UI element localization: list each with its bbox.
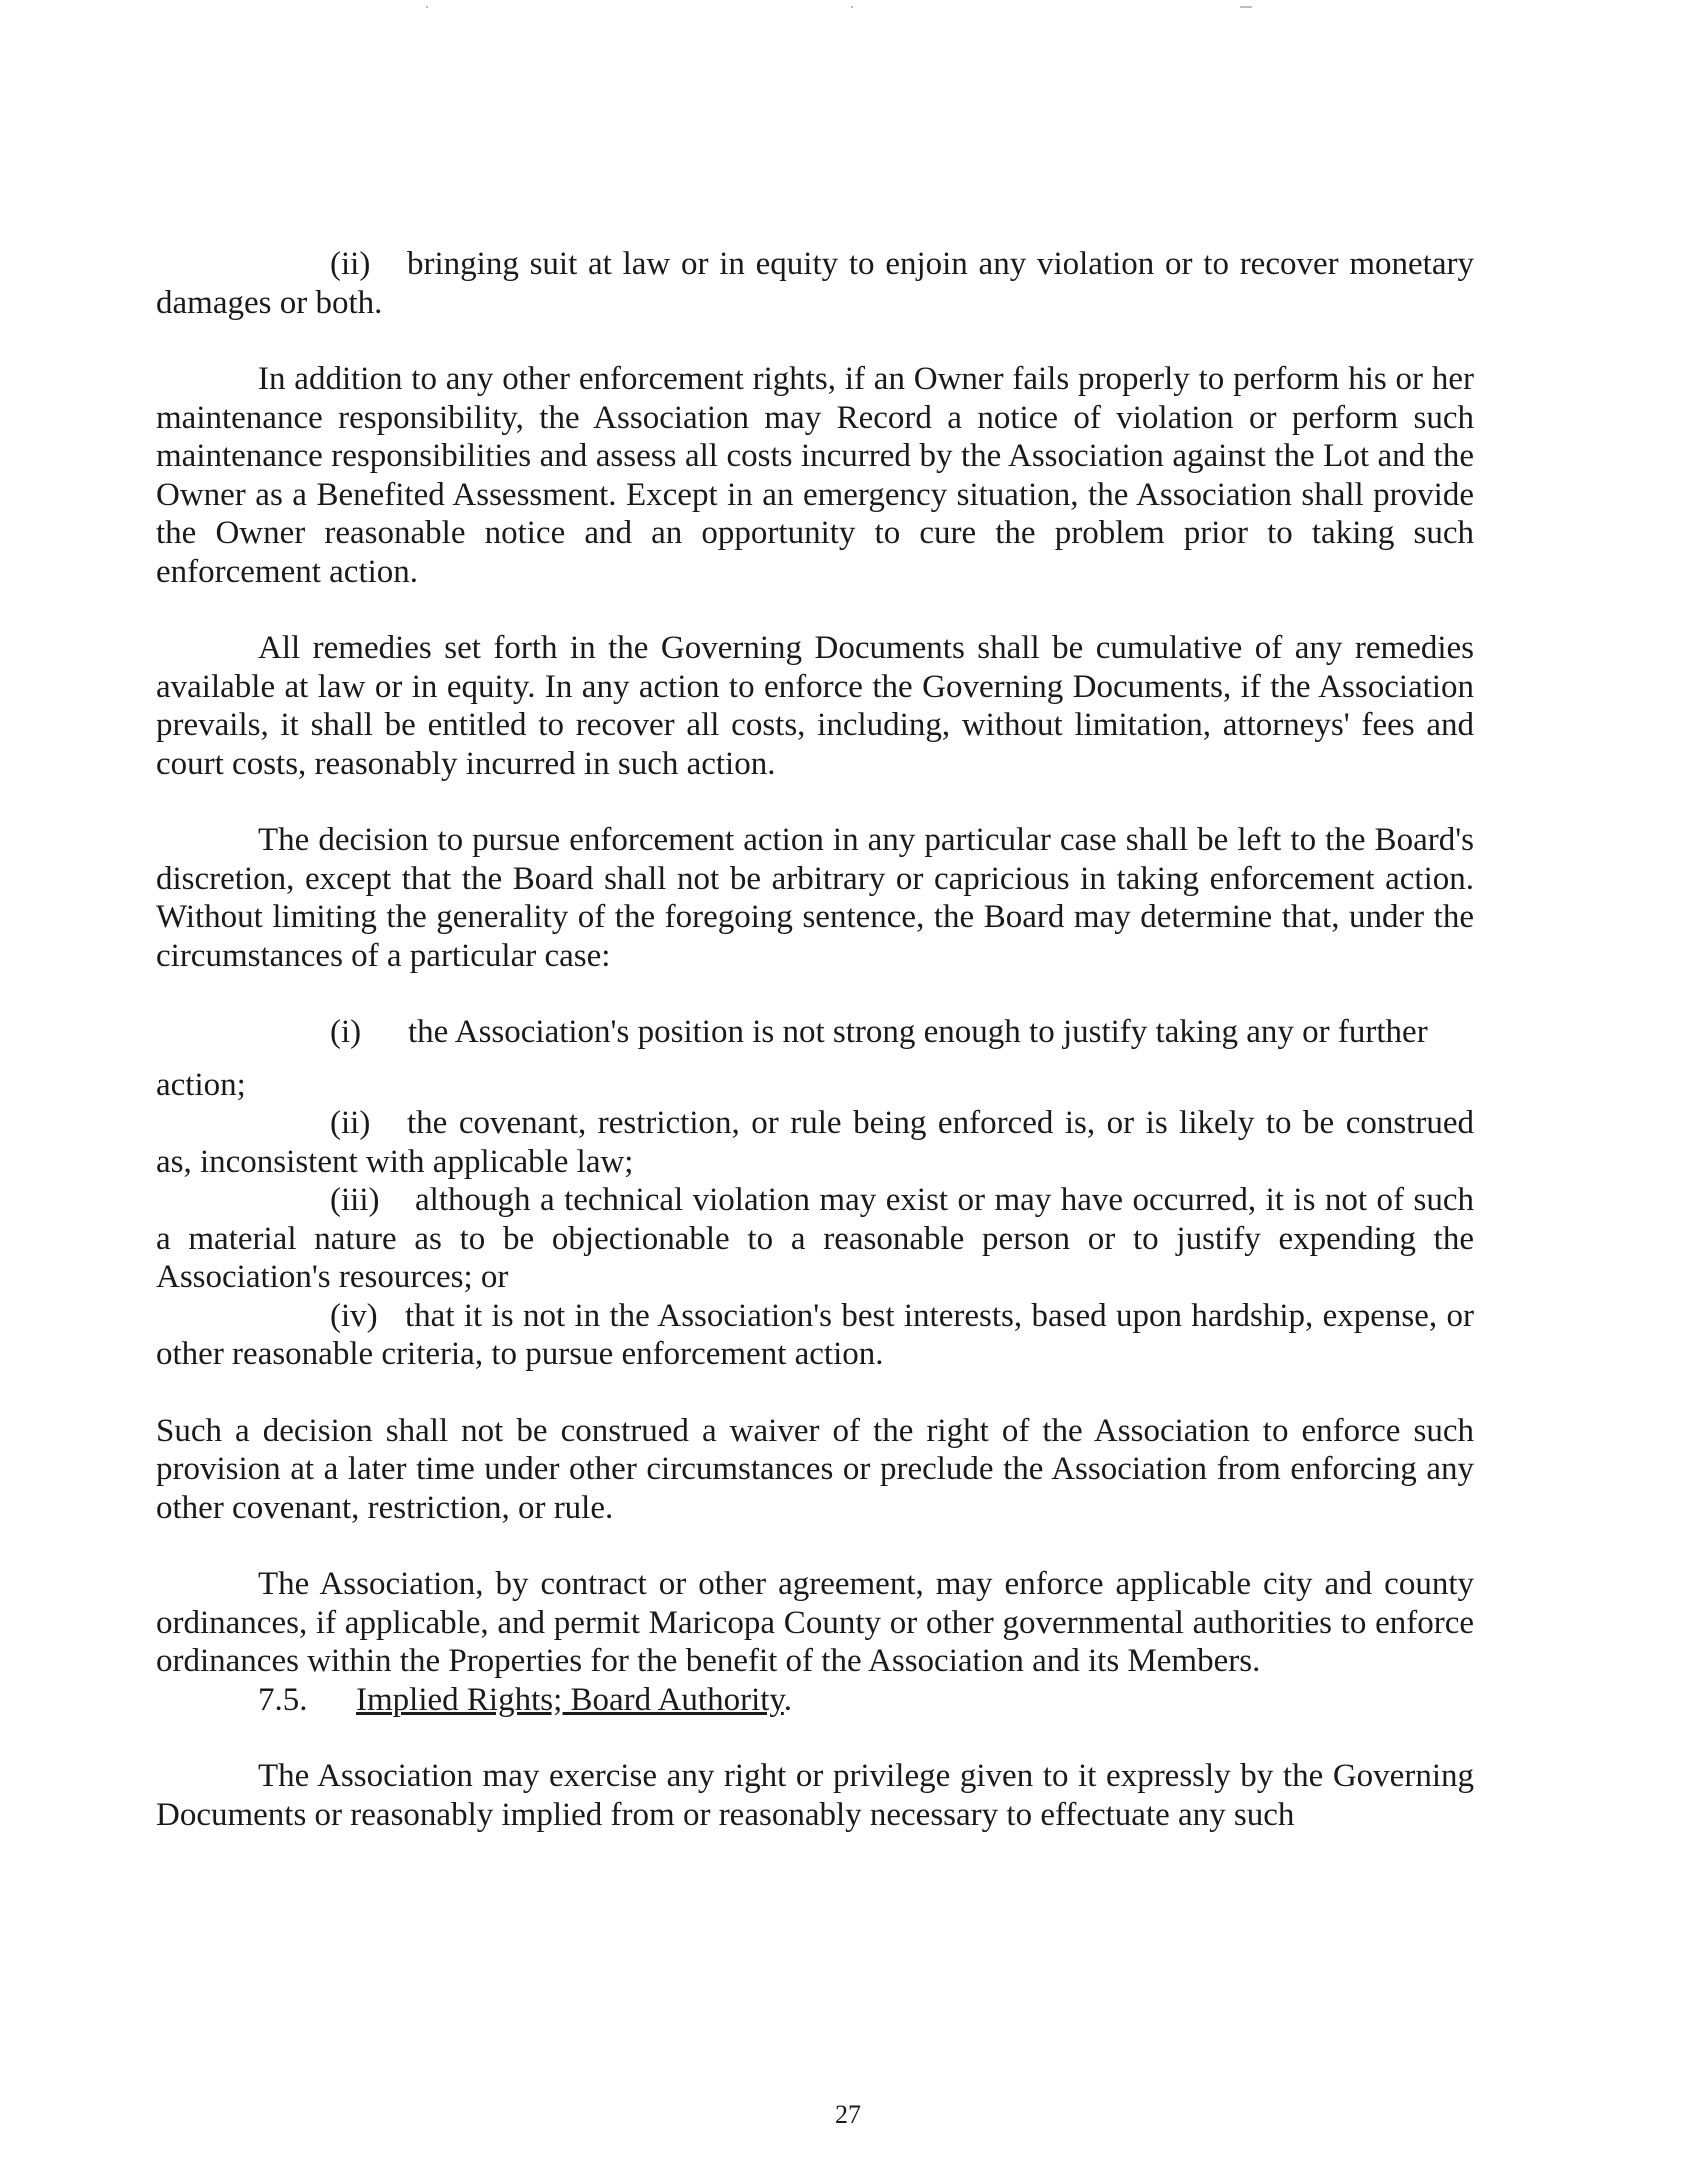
subitem-ii bbox=[156, 1104, 1474, 1181]
subitem-marker: (iii) bbox=[330, 1182, 380, 1218]
document-page bbox=[156, 245, 1474, 1834]
scan-speck bbox=[851, 6, 853, 8]
section-number: 7.5. bbox=[258, 1681, 308, 1718]
paragraph-ordinances: The Association, by contract or other agreement, may enforce applicable city and county ordinances, if applicable, and permit Maricopa County or other governmental authorities to enforce ordinances within the Properties for the benefit of the Association and its Members. bbox=[156, 1566, 1474, 1679]
section-title: Implied Rights; Board Authority bbox=[356, 1681, 784, 1718]
paragraph-remedies: All remedies set forth in the Governing Documents shall be cumulative of any remedies available at law or in equity. In any action to enforce the Governing Documents, if the Association prevails, it shall be entitled to recover all costs, including, without limitation, attorneys' fees and court costs, reasonably incurred in such action. bbox=[156, 630, 1474, 782]
scan-speck bbox=[1240, 6, 1252, 8]
subitem-iii bbox=[156, 1181, 1474, 1297]
subitem-text: the Association's position is not strong enough to justify taking any or further bbox=[408, 1014, 1428, 1050]
subitem-text: that it is not in the Association's best interests, based upon hardship, expense, or other reasonable criteria, to pursue enforcement action. bbox=[156, 1297, 1474, 1372]
page-number: 27 bbox=[835, 2100, 861, 2129]
scan-speck bbox=[426, 6, 428, 8]
subitem-ii-enjoin bbox=[156, 245, 1474, 322]
section-title-period: . bbox=[783, 1681, 793, 1718]
subitem-marker: (iv) bbox=[330, 1297, 378, 1334]
subitem-marker: (ii) bbox=[330, 1105, 371, 1141]
paragraph-implied-rights: The Association may exercise any right or privilege given to it expressly by the Governing Documents or reasonably implied from or reasonably necessary to effectuate any such bbox=[156, 1758, 1474, 1833]
section-heading-7-5 bbox=[156, 1681, 1474, 1720]
subitem-text: although a technical violation may exist or may have occurred, it is not of such a material nature as to be objectionable to a reasonable person or to justify expending the Association's resources; or bbox=[156, 1182, 1474, 1295]
paragraph-enforcement-rights: In addition to any other enforcement rights, if an Owner fails properly to perform his or her maintenance responsibility, the Association may Record a notice of violation or perform such maintenance responsibilities and assess all costs incurred by the Association against the Lot and the Owner as a Benefited Assessment. Except in an emergency situation, the Association shall provide the Owner reasonable notice and an opportunity to cure the problem prior to taking such enforcement action. bbox=[156, 361, 1474, 590]
subitem-continuation: action; bbox=[156, 1066, 246, 1103]
paragraph-decision: The decision to pursue enforcement action in any particular case shall be left to the Board's discretion, except that the Board shall not be arbitrary or capricious in taking enforcement action. Without limiting the generality of the foregoing sentence, the Board may determine that, under the circumstances of a particular case: bbox=[156, 822, 1474, 974]
subitem-marker: (i) bbox=[330, 1014, 362, 1050]
subitem-text: bringing suit at law or in equity to enjoin any violation or to recover monetary damages or both. bbox=[156, 246, 1474, 321]
subitem-iv bbox=[156, 1297, 1474, 1374]
subitem-marker: (ii) bbox=[330, 246, 371, 282]
subitem-i bbox=[156, 1013, 1474, 1104]
paragraph-waiver: Such a decision shall not be construed a waiver of the right of the Association to enforce such provision at a later time under other circumstances or preclude the Association from enforcing any other covenant, restriction, or rule. bbox=[156, 1412, 1474, 1526]
subitem-text: the covenant, restriction, or rule being enforced is, or is likely to be construed as, inconsistent with applicable law; bbox=[156, 1105, 1474, 1180]
subitem-i-line bbox=[156, 1013, 1474, 1052]
